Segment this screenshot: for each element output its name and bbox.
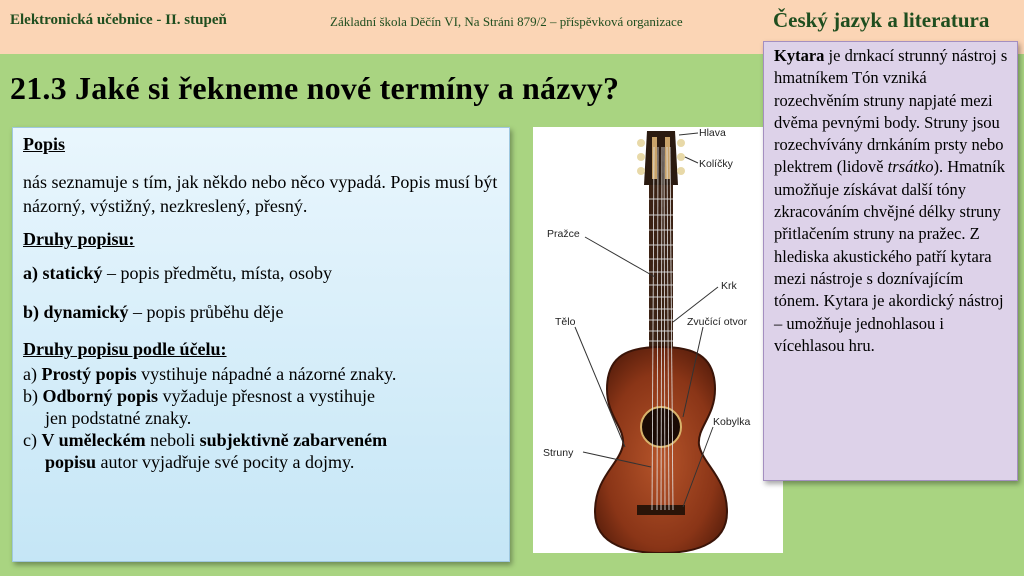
trsatko-term: trsátko [887,157,934,177]
ucel-umelecky-cont: popisu autor vyjadřuje své pocity a dojmy. [45,452,355,472]
popis-heading: Popis [23,134,66,154]
ucel-odborny-cont: jen podstatné znaky. [45,408,192,428]
druh-staticky: a) statický – popis předmětu, místa, osoby [23,263,332,283]
slide-title: 21.3 Jaké si řekneme nové termíny a názvy? [10,70,620,106]
label-hlava: Hlava [699,127,726,139]
druh-dynamicky: b) dynamický – popis průběhu děje [23,302,284,322]
ucel-prosty: a) Prostý popis vystihuje nápadné a názorné znaky. [23,364,397,384]
label-struny: Struny [543,447,574,459]
label-kobylka: Kobylka [713,416,751,428]
label-prazce: Pražce [547,228,580,240]
label-krk: Krk [721,280,737,292]
guitar-diagram [533,127,783,553]
guitar-illustration [533,127,783,553]
header-subject: Český jazyk a literatura [773,8,990,32]
kytara-text-2: ). Hmatník umožňuje získávat další tóny zkracováním chvějné délky struny přitlačením struny na pražec. Z hlediska akustického patří kytara mezi nástroje s doznívajícím tónem. Kytara je akordický nástroj – umožňuje jednohlasou i vícehlasou hru. [774,157,1005,355]
ucel-odborny: b) Odborný popis vyžaduje přesnost a vystihuje [23,386,376,406]
label-telo: Tělo [555,316,576,328]
kytara-term: Kytara [774,46,825,65]
druhy-heading: Druhy popisu: [23,229,135,249]
header-textbook-title: Elektronická učebnice - II. stupeň [10,12,227,28]
label-kolicky: Kolíčky [699,158,733,170]
ucel-heading: Druhy popisu podle účelu: [23,339,227,359]
popis-text: nás seznamuje s tím, jak někdo nebo něco vypadá. Popis musí být názorný, výstižný, nezkreslený, přesný. [23,172,498,216]
header-school-name: Základní škola Děčín VI, Na Stráni 879/2 – příspěvková organizace [330,14,683,29]
kytara-text-1: je drnkací strunný nástroj s hmatníkem Tón vzniká rozechvěním struny napjaté mezi dvěma pevnými body. Struny jsou rozechvívány drnkáním prsty nebo plektrem (lidově [774,46,1008,177]
ucel-umelecky: c) V uměleckém neboli subjektivně zabarveném [23,430,388,450]
description-box [12,127,510,562]
guitar-info-box [763,41,1018,481]
label-zvuci-otvor: Zvučící otvor [687,316,748,328]
